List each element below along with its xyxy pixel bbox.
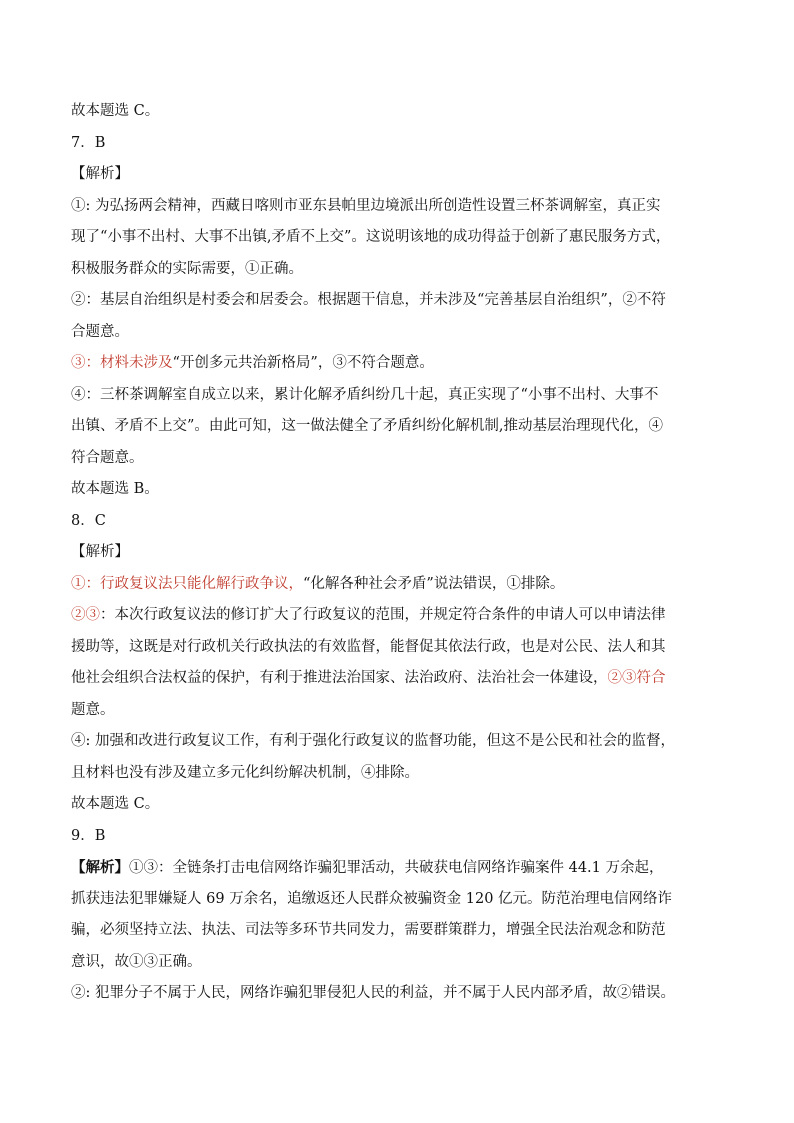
q8-point-1-rest: “化解各种社会矛盾”说法错误，①排除。 — [303, 575, 565, 592]
q7-point-1-line-2: 现了“小事不出村、大事不出镇,矛盾不上交”。这说明该地的成功得益于创新了惠民服务方式， — [71, 229, 671, 245]
q8-point-23-verdict: ②③符合 — [607, 670, 666, 686]
q8-point-23-line-1 — [71, 600, 726, 632]
answer-conclusion-8: 故本题选 C。 — [71, 796, 160, 812]
q9-point-2: ②: 犯罪分子不属于人民，网络诈骗犯罪侵犯人民的利益，并不属于人民内部矛盾，故②错误。 — [71, 985, 675, 1001]
q7-point-4-line-1: ④：三杯茶调解室自成立以来，累计化解矛盾纠纷几十起，真正实现了“小事不出村、大事不 — [71, 386, 659, 403]
q7-point-3-highlight: ③：材料未涉及 — [71, 355, 173, 371]
q7-point-2-line-1: ②：基层自治组织是村委会和居委会。根据题干信息，并未涉及“完善基层自治组织”，②不符 — [71, 292, 666, 308]
document-page — [71, 96, 726, 1010]
analysis-heading-9: 【解析】 — [71, 859, 129, 876]
q9-point-13-line-3: 骗，必须坚持立法、执法、司法等多环节共同发力，需要群策群力，增强全民法治观念和防范 — [71, 922, 666, 938]
q8-point-23-line-3 — [71, 663, 726, 695]
q8-point-23-marker: ②③ — [71, 607, 100, 623]
q8-point-1 — [71, 569, 726, 601]
q7-point-3 — [71, 348, 726, 380]
q9-point-13-text: ①③：全链条打击电信网络诈骗犯罪活动，共破获电信网络诈骗案件 44.1 万余起， — [129, 860, 664, 876]
analysis-heading-7: 【解析】 — [71, 166, 129, 182]
answer-conclusion-7: 故本题选 B。 — [71, 481, 159, 497]
q8-point-23-text: ：本次行政复议法的修订扩大了行政复议的范围，并规定符合条件的申请人可以申请法律 — [100, 607, 666, 623]
question-9-answer: 9．B — [71, 827, 106, 844]
q8-point-23-line-3-text: 他社会组织合法权益的保护，有利于推进法治国家、法治政府、法治社会一体建设， — [71, 670, 608, 686]
q9-point-13-line-2: 抓获违法犯罪嫌疑人 69 万余名，追缴返还人民群众被骗资金 120 亿元。防范治理电信网络诈 — [71, 890, 673, 907]
q7-point-1-line-1: ①: 为弘扬两会精神，西藏日喀则市亚东县帕里边境派出所创造性设置三杯茶调解室，真正实 — [71, 197, 661, 214]
q9-point-13-line-1 — [71, 852, 726, 884]
q8-point-23-line-4: 题意。 — [71, 701, 115, 718]
q7-point-3-rest: “开创多元共治新格局”，③不符合题意。 — [172, 355, 434, 371]
q8-point-1-highlight: ①：行政复议法只能化解行政争议， — [71, 575, 303, 592]
q7-point-2-line-2: 合题意。 — [71, 323, 129, 340]
q9-point-13-line-4: 意识，故①③正确。 — [71, 953, 202, 970]
analysis-heading-8: 【解析】 — [71, 544, 129, 560]
question-7-answer: 7．B — [71, 134, 106, 151]
q7-point-1-line-3: 积极服务群众的实际需要，①正确。 — [71, 260, 303, 277]
q7-point-4-line-3: 符合题意。 — [71, 449, 144, 466]
q7-point-4-line-2: 出镇、矛盾不上交”。由此可知，这一做法健全了矛盾纠纷化解机制,推动基层治理现代化，④ — [71, 418, 664, 434]
question-8-answer: 8．C — [71, 512, 106, 529]
q8-point-4-line-1: ④: 加强和改进行政复议工作，有利于强化行政复议的监督功能，但这不是公民和社会的监督， — [71, 733, 675, 749]
q8-point-23-line-2: 援助等，这既是对行政机关行政执法的有效监督，能督促其依法行政，也是对公民、法人和其 — [71, 638, 666, 655]
answer-conclusion-6: 故本题选 C。 — [71, 103, 160, 119]
q8-point-4-line-2: 且材料也没有涉及建立多元化纠纷解决机制，④排除。 — [71, 764, 419, 781]
